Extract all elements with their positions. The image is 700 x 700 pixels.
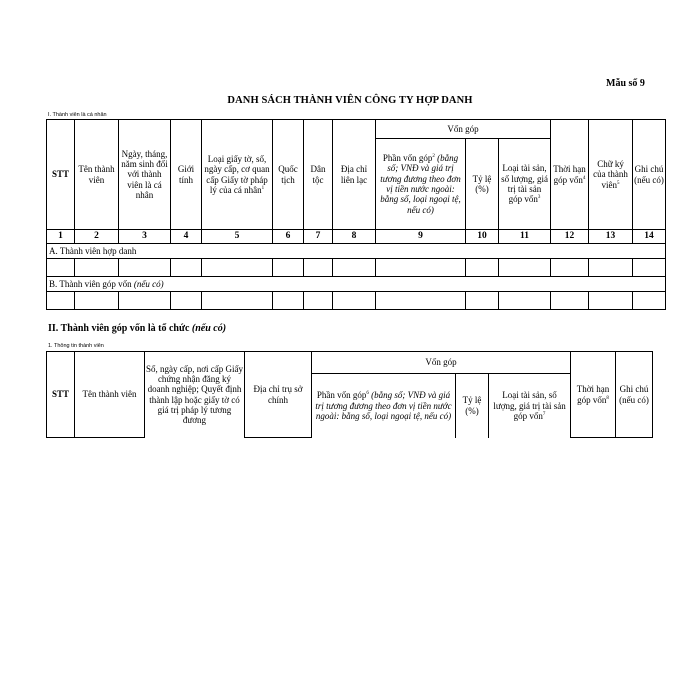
column-number: 5 (202, 230, 273, 244)
cell[interactable] (304, 292, 333, 310)
header-signature-text: Chữ ký của thành viên (593, 158, 628, 190)
footnote-7: 7 (542, 411, 546, 417)
org-header-capital-group: Vốn góp (312, 352, 571, 374)
column-number: 1 (47, 230, 75, 244)
column-number: 9 (376, 230, 466, 244)
section2-sub-label: 1. Thông tin thành viên (48, 343, 104, 349)
section2-label-optional: (nếu có) (191, 323, 227, 334)
header-ethnicity: Dân tộc (304, 120, 333, 230)
header-legal-doc-text: Loại giấy tờ, số, ngày cấp, cơ quan cấp Giấy tờ pháp lý của cá nhân (204, 153, 270, 195)
cell[interactable] (304, 259, 333, 277)
org-header-hq-address: Địa chỉ trụ sở chính (245, 352, 312, 438)
section2-label-text: II. Thành viên góp vốn là tổ chức (48, 323, 190, 334)
cell[interactable] (171, 259, 202, 277)
header-capital-share-detail: (bằng số; VNĐ và giá trị tương đương theo đơn vị tiền nước ngoài: bằng số, loại ngoại tệ, nếu có) (380, 152, 461, 215)
cell[interactable] (589, 259, 633, 277)
header-signature (589, 120, 633, 230)
header-ratio: Tỷ lệ (%) (466, 139, 499, 230)
cell[interactable] (171, 292, 202, 310)
header-asset-type-text: Loại tài sản, số lượng, giá trị tài sản góp vốn (501, 163, 548, 205)
org-header-asset-type-text: Loại tài sản, số lượng, giá trị tài sản góp vốn (493, 390, 566, 421)
cell[interactable] (633, 259, 666, 277)
group-b-optional: (nếu có) (133, 278, 164, 289)
header-deadline (551, 120, 589, 230)
column-number: 10 (466, 230, 499, 244)
footnote-6: 6 (366, 391, 369, 397)
header-gender: Giới tính (171, 120, 202, 230)
cell[interactable] (202, 292, 273, 310)
individual-members-table (46, 119, 666, 310)
column-number: 14 (633, 230, 666, 244)
group-b-text: B. Thành viên góp vốn (49, 278, 132, 289)
cell[interactable] (75, 259, 119, 277)
cell[interactable] (376, 292, 466, 310)
cell[interactable] (333, 259, 376, 277)
org-header-capital-share (312, 374, 456, 438)
org-header-stt: STT (47, 352, 75, 438)
organization-members-table (46, 351, 653, 438)
form-number: Mẫu số 9 (606, 78, 645, 89)
cell[interactable] (119, 292, 171, 310)
column-number: 6 (273, 230, 304, 244)
footnote-3: 3 (537, 195, 541, 201)
header-capital-share-main: Phần vốn góp (382, 152, 433, 163)
header-dob: Ngày, tháng, năm sinh đối với thành viên là cá nhân (119, 120, 171, 230)
footnote-4: 4 (582, 175, 586, 181)
header-name: Tên thành viên (75, 120, 119, 230)
footnote-5: 5 (617, 180, 620, 186)
org-header-note: Ghi chú (nếu có) (616, 352, 653, 438)
cell[interactable] (47, 292, 75, 310)
empty-row (47, 292, 666, 310)
column-number: 2 (75, 230, 119, 244)
cell[interactable] (551, 259, 589, 277)
cell[interactable] (466, 259, 499, 277)
header-asset-type (499, 139, 551, 230)
header-deadline-text: Thời hạn góp vốn (553, 164, 586, 185)
org-header-registration: Số, ngày cấp, nơi cấp Giấy chứng nhận đăng ký doanh nghiệp; Quyết định thành lập hoặc giấy tờ có giá trị pháp lý tương đương (145, 352, 245, 438)
column-number: 12 (551, 230, 589, 244)
header-capital-share (376, 139, 466, 230)
column-number: 3 (119, 230, 171, 244)
cell[interactable] (333, 292, 376, 310)
document-title: DANH SÁCH THÀNH VIÊN CÔNG TY HỢP DANH (227, 95, 473, 106)
org-header-ratio: Tỷ lệ (%) (456, 374, 489, 438)
cell[interactable] (273, 292, 304, 310)
header-note: Ghi chú (nếu có) (633, 120, 666, 230)
cell[interactable] (466, 292, 499, 310)
org-header-asset-type (489, 374, 571, 438)
cell[interactable] (589, 292, 633, 310)
group-b-label (47, 277, 666, 292)
cell[interactable] (47, 259, 75, 277)
section1-label: I. Thành viên là cá nhân (48, 112, 107, 118)
org-header-capital-share-detail: (bằng số; VNĐ và giá trị tương đương theo đơn vị tiền nước ngoài: bằng số, loại ngoại tệ, nếu có) (315, 390, 452, 421)
header-address: Địa chỉ liên lạc (333, 120, 376, 230)
cell[interactable] (75, 292, 119, 310)
footnote-8: 8 (606, 395, 609, 401)
cell[interactable] (499, 259, 551, 277)
header-capital-group: Vốn góp (376, 120, 551, 139)
footnote-2: 2 (432, 153, 435, 159)
header-stt: STT (47, 120, 75, 230)
group-a-label: A. Thành viên hợp danh (47, 244, 666, 259)
empty-row (47, 259, 666, 277)
org-header-capital-share-main: Phần vốn góp (316, 390, 367, 401)
cell[interactable] (551, 292, 589, 310)
column-number: 13 (589, 230, 633, 244)
column-number: 4 (171, 230, 202, 244)
cell[interactable] (119, 259, 171, 277)
header-legal-doc (202, 120, 273, 230)
cell[interactable] (273, 259, 304, 277)
header-nationality: Quốc tịch (273, 120, 304, 230)
org-header-deadline-text: Thời hạn góp vốn (576, 384, 610, 405)
cell[interactable] (499, 292, 551, 310)
column-number: 7 (304, 230, 333, 244)
org-header-deadline (571, 352, 616, 438)
org-header-name: Tên thành viên (75, 352, 145, 438)
cell[interactable] (376, 259, 466, 277)
column-number-row (47, 230, 666, 244)
column-number: 8 (333, 230, 376, 244)
column-number: 11 (499, 230, 551, 244)
footnote-1: 1 (261, 185, 265, 191)
cell[interactable] (633, 292, 666, 310)
cell[interactable] (202, 259, 273, 277)
section2-label (48, 323, 226, 334)
